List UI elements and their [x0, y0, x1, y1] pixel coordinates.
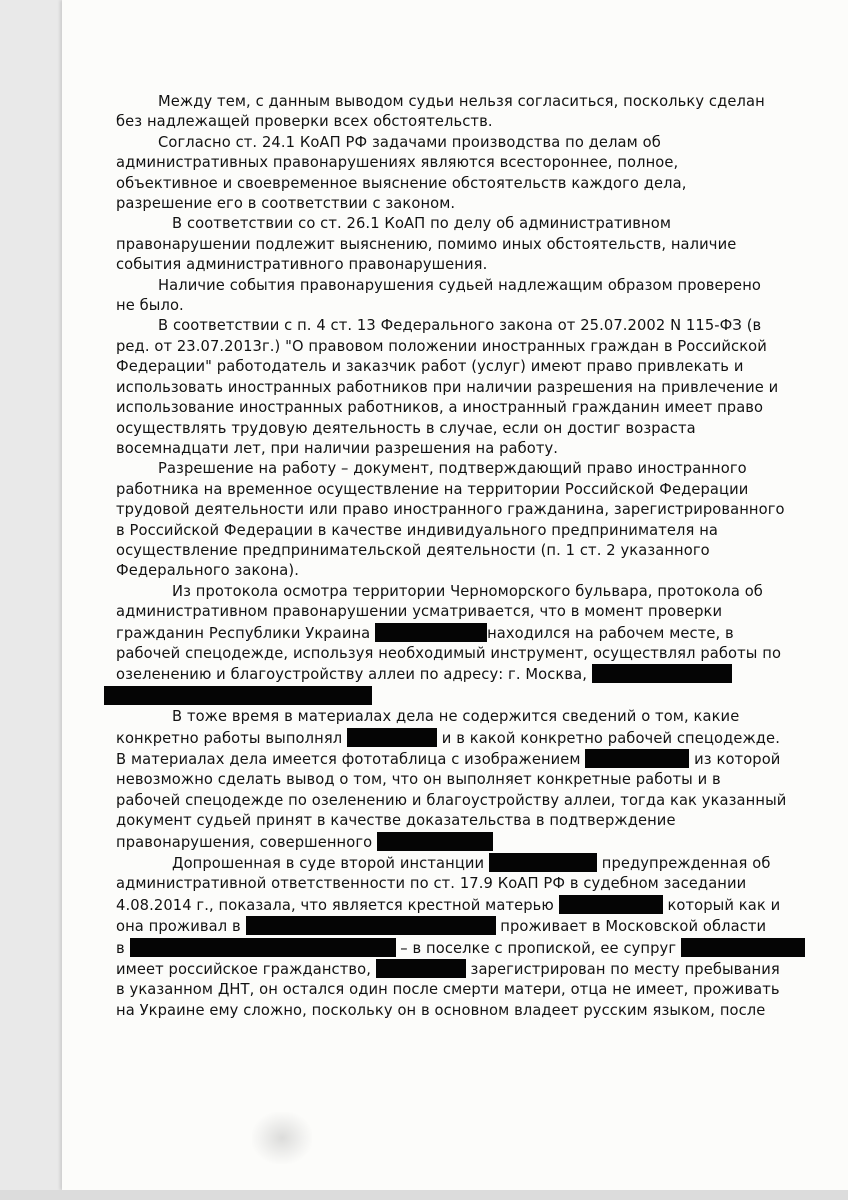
- text-segment: на Украине ему сложно, поскольку он в основном владеет русским языком, после: [116, 1001, 766, 1019]
- redaction-block: [376, 959, 466, 978]
- text-segment: Между тем, с данным выводом судьи нельзя согласиться, поскольку сделан: [158, 93, 765, 110]
- redaction-block: [104, 686, 372, 705]
- text-line: [116, 770, 788, 790]
- text-segment: она проживал в: [116, 918, 246, 936]
- paragraph: [116, 92, 788, 133]
- text-segment: объективное и своевременное выяснение обстоятельств каждого дела,: [116, 174, 687, 192]
- text-line: [116, 1001, 788, 1021]
- text-line: [116, 938, 788, 959]
- text-segment: использовать иностранных работников при наличии разрешения на привлечение и: [116, 378, 779, 396]
- text-line: [116, 832, 788, 853]
- paragraph: [116, 276, 788, 317]
- text-line: [116, 728, 788, 749]
- text-line: [116, 916, 788, 937]
- text-segment: административном правонарушении усматривается, что в момент проверки: [116, 603, 723, 621]
- text-segment: находился на рабочем месте, в: [487, 624, 734, 642]
- text-segment: озеленению и благоустройству аллеи по адресу: г. Москва,: [116, 666, 592, 684]
- text-line: [116, 337, 788, 357]
- redaction-block: [592, 664, 732, 683]
- text-segment: использование иностранных работников, а иностранный гражданин имеет право: [116, 399, 764, 417]
- text-line: [116, 749, 788, 770]
- text-segment: В тоже время в материалах дела не содержится сведений о том, какие: [172, 708, 740, 726]
- text-segment: осуществлять трудовую деятельность в случае, если он достиг возраста: [116, 419, 696, 437]
- text-segment: Согласно ст. 24.1 КоАП РФ задачами производства по делам об: [158, 133, 661, 151]
- text-line: [116, 153, 788, 173]
- redaction-block: [559, 895, 663, 914]
- text-line: [116, 357, 788, 377]
- text-segment: – в поселке с пропиской, ее супруг: [395, 939, 681, 957]
- text-line: [116, 378, 788, 398]
- text-segment: В материалах дела имеется фототаблица с изображением: [116, 751, 586, 768]
- text-line: [116, 316, 788, 336]
- text-segment: конкретно работы выполнял: [116, 729, 348, 747]
- text-segment: трудовой деятельности или право иностранного гражданина, зарегистрированного: [116, 501, 785, 519]
- text-segment: и в какой конкретно рабочей спецодежде.: [437, 729, 780, 747]
- text-line: [104, 686, 788, 707]
- text-line: [116, 194, 788, 214]
- text-line: [116, 644, 788, 664]
- text-line: [116, 459, 788, 479]
- paragraph: [116, 853, 788, 1021]
- document-body: [116, 92, 788, 1021]
- text-line: [116, 133, 788, 153]
- redaction-block: [130, 938, 396, 957]
- text-segment: не было.: [116, 297, 184, 315]
- text-segment: в: [116, 939, 130, 957]
- text-segment: правонарушения, совершенного: [116, 833, 377, 851]
- text-segment: 4.08.2014 г., показала, что является крестной матерью: [116, 896, 559, 914]
- text-line: [116, 419, 788, 439]
- text-line: [116, 561, 788, 581]
- text-line: [116, 112, 788, 132]
- text-segment: Допрошенная в суде второй инстанции: [172, 855, 489, 873]
- text-line: [116, 541, 788, 561]
- text-line: [116, 480, 788, 500]
- redaction-block: [681, 938, 805, 957]
- text-line: [116, 521, 788, 541]
- text-segment: документ судьей принят в качестве доказательства в подтверждение: [116, 812, 676, 830]
- text-segment: административной ответственности по ст. 17.9 КоАП РФ в судебном заседании: [116, 875, 747, 893]
- text-line: [116, 92, 788, 112]
- text-segment: зарегистрирован по месту пребывания: [465, 961, 780, 979]
- text-segment: Из протокола осмотра территории Черноморского бульвара, протокола об: [172, 582, 763, 600]
- redaction-block: [246, 916, 496, 935]
- text-line: [116, 602, 788, 622]
- text-line: [116, 811, 788, 831]
- text-segment: В соответствии со ст. 26.1 КоАП по делу об административном: [172, 215, 672, 233]
- text-line: [116, 439, 788, 459]
- text-segment: Федерации" работодатель и заказчик работ (услуг) имеют право привлекать и: [116, 358, 744, 376]
- text-segment: В соответствии с п. 4 ст. 13 Федерального закона от 25.07.2002 N 115-ФЗ (в: [158, 317, 762, 335]
- text-line: [116, 500, 788, 520]
- text-segment: который как и: [662, 896, 781, 914]
- text-line: [116, 707, 788, 727]
- text-line: [116, 174, 788, 194]
- text-line: [116, 664, 788, 685]
- scan-smudge: [252, 1112, 312, 1164]
- text-segment: Разрешение на работу – документ, подтверждающий право иностранного: [158, 460, 747, 478]
- paragraph: [116, 582, 788, 707]
- text-segment: рабочей спецодежде по озеленению и благоустройству аллеи, тогда как указанный: [116, 791, 787, 809]
- text-segment: разрешение его в соответствии с законом.: [116, 195, 456, 213]
- redaction-block: [377, 832, 493, 851]
- paragraph: [116, 707, 788, 853]
- text-line: [116, 214, 788, 234]
- text-segment: рабочей спецодежде, используя необходимый инструмент, осуществлял работы по: [116, 644, 782, 662]
- paragraph: [116, 316, 788, 459]
- redaction-block: [585, 749, 689, 768]
- text-segment: предупрежденная об: [596, 855, 771, 873]
- text-segment: осуществление предпринимательской деятельности (п. 1 ст. 2 указанного: [116, 541, 710, 559]
- text-line: [116, 255, 788, 275]
- text-line: [116, 895, 788, 916]
- text-segment: работника на временное осуществление на территории Российской Федерации: [116, 480, 749, 498]
- text-segment: административных правонарушениях являются всестороннее, полное,: [116, 154, 679, 172]
- text-line: [116, 582, 788, 602]
- text-line: [116, 276, 788, 296]
- paragraph: [116, 133, 788, 215]
- text-segment: без надлежащей проверки всех обстоятельств.: [116, 113, 493, 131]
- text-segment: из которой: [689, 751, 781, 768]
- text-segment: проживает в Московской области: [495, 918, 767, 936]
- text-segment: события административного правонарушения.: [116, 256, 488, 274]
- text-line: [116, 235, 788, 255]
- scanner-bed-edge: [0, 1190, 848, 1200]
- text-segment: правонарушении подлежит выяснению, помимо иных обстоятельств, наличие: [116, 235, 737, 253]
- text-line: [116, 791, 788, 811]
- text-line: [116, 853, 788, 874]
- text-segment: восемнадцати лет, при наличии разрешения на работу.: [116, 439, 559, 457]
- text-line: [116, 959, 788, 980]
- text-line: [116, 398, 788, 418]
- text-segment: гражданин Республики Украина: [116, 624, 376, 642]
- paragraph: [116, 459, 788, 581]
- text-line: [116, 980, 788, 1000]
- text-segment: в Российской Федерации в качестве индивидуального предпринимателя на: [116, 521, 719, 539]
- text-line: [116, 874, 788, 894]
- text-segment: ред. от 23.07.2013г.) "О правовом положении иностранных граждан в Российской: [116, 337, 767, 355]
- text-line: [116, 623, 788, 644]
- text-segment: в указанном ДНТ, он остался один после смерти матери, отца не имеет, проживать: [116, 981, 780, 999]
- text-segment: невозможно сделать вывод о том, что он выполняет конкретные работы и в: [116, 771, 721, 789]
- text-segment: Федерального закона).: [116, 562, 299, 580]
- redaction-block: [489, 853, 597, 872]
- redaction-block: [347, 728, 437, 747]
- text-segment: имеет российское гражданство,: [116, 961, 376, 979]
- text-segment: Наличие события правонарушения судьей надлежащим образом проверено: [158, 276, 761, 294]
- paragraph: [116, 214, 788, 275]
- text-line: [116, 296, 788, 316]
- redaction-block: [375, 623, 487, 642]
